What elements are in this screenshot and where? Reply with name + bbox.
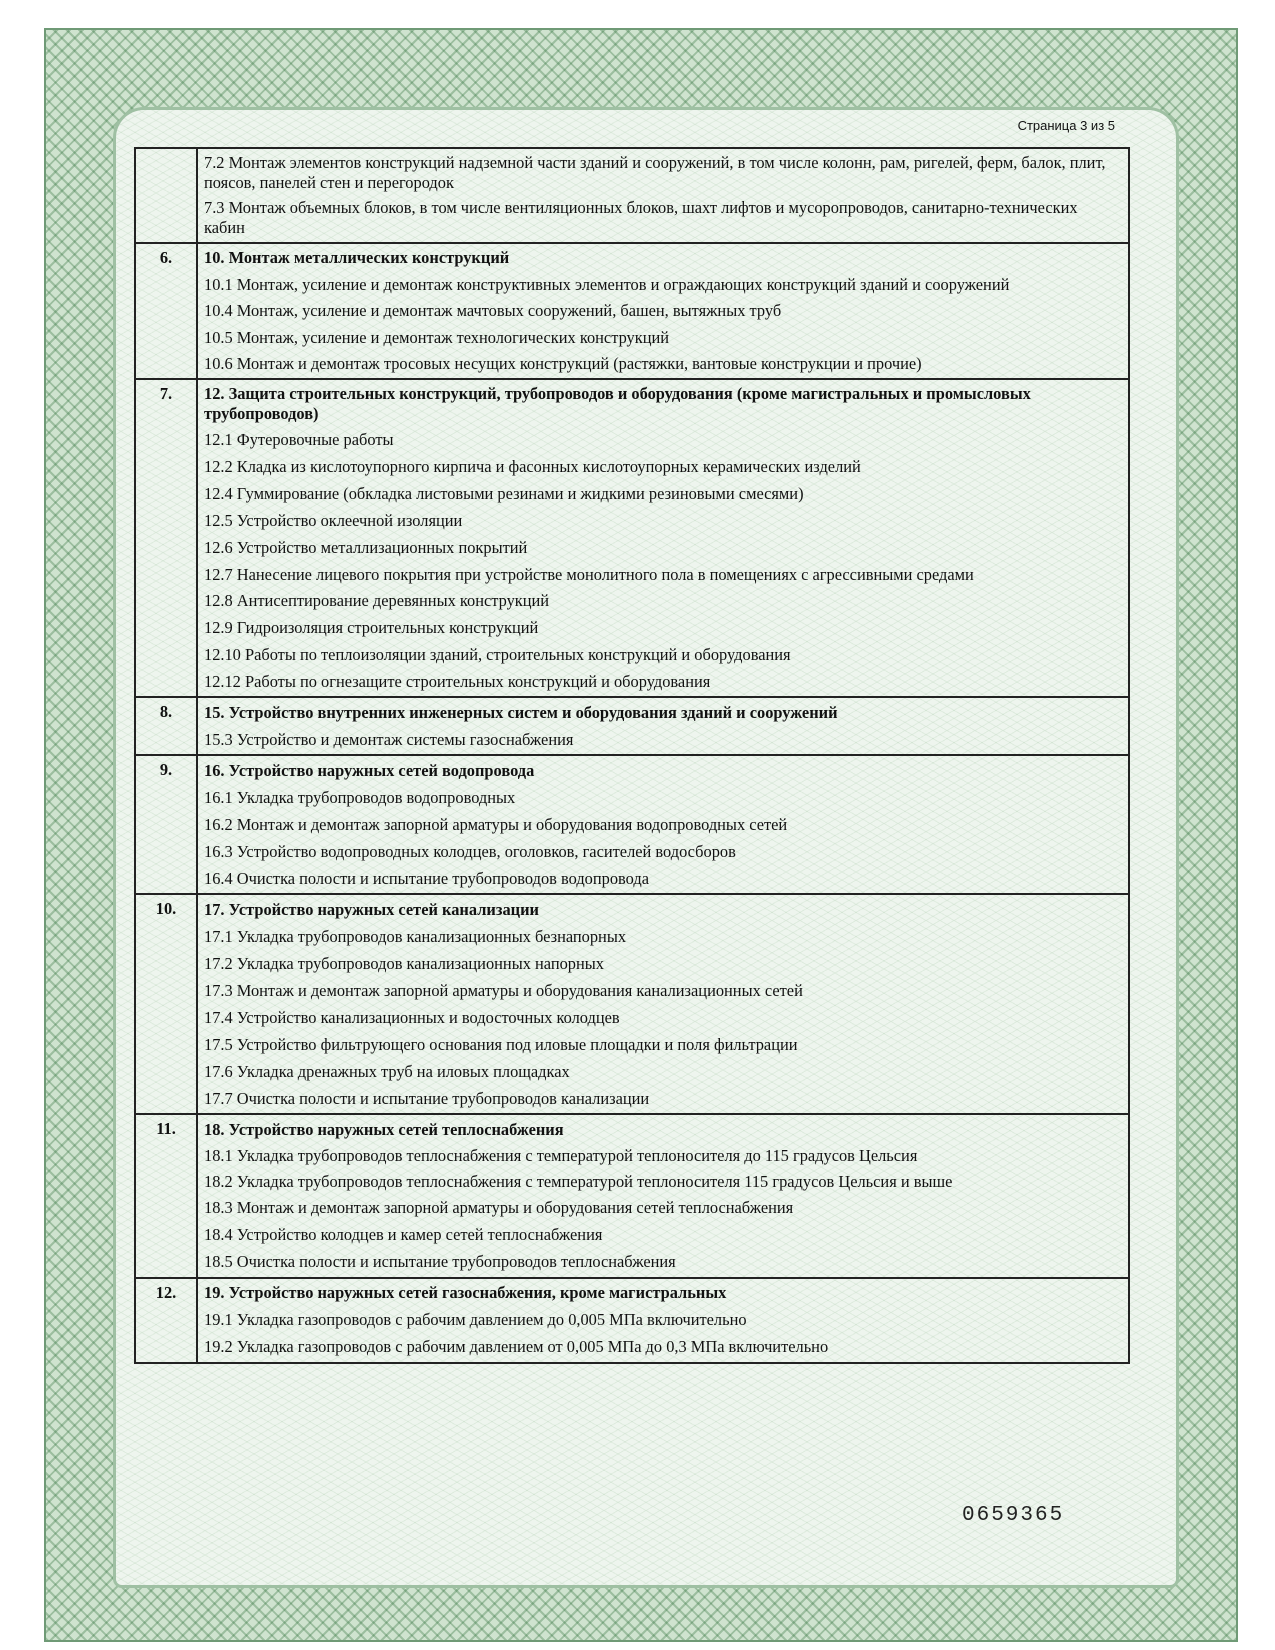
works-table <box>134 147 1130 1364</box>
work-item: 10.4 Монтаж, усиление и демонтаж мачтовых сооружений, башен, вытяжных труб <box>204 301 782 321</box>
work-item: 18.5 Очистка полости и испытание трубопроводов теплоснабжения <box>204 1252 676 1272</box>
work-item: 12.6 Устройство металлизационных покрытий <box>204 538 528 558</box>
section-title: 19. Устройство наружных сетей газоснабжения, кроме магистральных <box>204 1283 727 1303</box>
table-row <box>135 1278 1129 1363</box>
section-title: 15. Устройство внутренних инженерных систем и оборудования зданий и сооружений <box>204 702 838 722</box>
work-item: 17.1 Укладка трубопроводов канализационных безнапорных <box>204 926 627 946</box>
work-item: 12.10 Работы по теплоизоляции зданий, строительных конструкций и оборудования <box>204 644 791 664</box>
work-item: 12.5 Устройство оклеечной изоляции <box>204 511 463 531</box>
row-number: 9. <box>135 755 197 894</box>
work-item: 17.6 Укладка дренажных труб на иловых площадках <box>204 1061 570 1081</box>
serial-number: 0659365 <box>962 1504 1065 1527</box>
row-number: 10. <box>135 894 197 1114</box>
work-item: 12.2 Кладка из кислотоупорного кирпича и фасонных кислотоупорных керамических изделий <box>204 457 861 477</box>
table-row-continuation <box>135 148 1129 243</box>
work-item: 18.2 Укладка трубопроводов теплоснабжения с температурой теплоносителя 115 градусов Цельсия и выше <box>204 1171 953 1191</box>
work-item: 12.8 Антисептирование деревянных конструкций <box>204 590 550 610</box>
work-item: 12.7 Нанесение лицевого покрытия при устройстве монолитного пола в помещениях с агрессивными средами <box>204 564 974 584</box>
section-title: 17. Устройство наружных сетей канализации <box>204 899 539 919</box>
work-item: 16.4 Очистка полости и испытание трубопроводов водопровода <box>204 868 650 888</box>
work-item: 17.2 Укладка трубопроводов канализационных напорных <box>204 953 604 973</box>
work-item: 17.3 Монтаж и демонтаж запорной арматуры и оборудования канализационных сетей <box>204 980 803 1000</box>
work-item: 16.2 Монтаж и демонтаж запорной арматуры и оборудования водопроводных сетей <box>204 814 788 834</box>
table-row <box>135 1114 1129 1277</box>
work-item: 10.5 Монтаж, усиление и демонтаж технологических конструкций <box>204 328 670 348</box>
row-content <box>197 243 1129 379</box>
row-number: 7. <box>135 379 197 697</box>
work-item: 12.4 Гуммирование (обкладка листовыми резинами и жидкими резиновыми смесями) <box>204 484 804 504</box>
row-content <box>197 697 1129 755</box>
row-number: 12. <box>135 1278 197 1363</box>
page-number: Страница 3 из 5 <box>1017 118 1115 133</box>
work-item: 18.1 Укладка трубопроводов теплоснабжения с температурой теплоносителя до 115 градусов Цельсия <box>204 1146 918 1166</box>
row-content <box>197 1278 1129 1363</box>
row-number-empty <box>135 148 197 243</box>
table-row <box>135 697 1129 755</box>
table-row <box>135 755 1129 894</box>
work-item: 15.3 Устройство и демонтаж системы газоснабжения <box>204 729 574 749</box>
work-item: 18.3 Монтаж и демонтаж запорной арматуры и оборудования сетей теплоснабжения <box>204 1198 794 1218</box>
section-title: 16. Устройство наружных сетей водопровода <box>204 760 535 780</box>
row-content <box>197 894 1129 1114</box>
work-item: 7.2 Монтаж элементов конструкций надземной части зданий и сооружений, в том числе колонн, рам, ригелей, ферм, балок, плит, поясов, панелей стен и перегородок <box>204 153 1106 192</box>
row-content <box>197 1114 1129 1277</box>
work-item: 10.6 Монтаж и демонтаж тросовых несущих конструкций (растяжки, вантовые конструкции и прочие) <box>204 354 922 374</box>
work-item: 10.1 Монтаж, усиление и демонтаж конструктивных элементов и ограждающих конструкций зданий и сооружений <box>204 274 1010 294</box>
row-content <box>197 755 1129 894</box>
row-content <box>197 148 1129 243</box>
work-item: 19.2 Укладка газопроводов с рабочим давлением от 0,005 МПа до 0,3 МПа включительно <box>204 1337 829 1357</box>
work-item: 12.1 Футеровочные работы <box>204 430 394 450</box>
table-row <box>135 379 1129 697</box>
work-item: 16.1 Укладка трубопроводов водопроводных <box>204 787 516 807</box>
row-number: 11. <box>135 1114 197 1277</box>
row-number: 6. <box>135 243 197 379</box>
table-row <box>135 894 1129 1114</box>
work-item: 12.12 Работы по огнезащите строительных конструкций и оборудования <box>204 671 711 691</box>
work-item: 18.4 Устройство колодцев и камер сетей теплоснабжения <box>204 1225 603 1245</box>
section-title: 10. Монтаж металлических конструкций <box>204 248 510 268</box>
work-item: 16.3 Устройство водопроводных колодцев, оголовков, гасителей водосборов <box>204 841 736 861</box>
work-item: 7.3 Монтаж объемных блоков, в том числе вентиляционных блоков, шахт лифтов и мусоропроводов, санитарно-технических кабин <box>204 198 1078 238</box>
work-item: 12.9 Гидроизоляция строительных конструкций <box>204 617 539 637</box>
row-content <box>197 379 1129 697</box>
work-item: 17.4 Устройство канализационных и водосточных колодцев <box>204 1007 620 1027</box>
work-item: 17.5 Устройство фильтрующего основания под иловые площадки и поля фильтрации <box>204 1034 798 1054</box>
table-row <box>135 243 1129 379</box>
work-item: 17.7 Очистка полости и испытание трубопроводов канализации <box>204 1088 650 1108</box>
works-table-body <box>135 148 1129 1363</box>
section-title: 12. Защита строительных конструкций, трубопроводов и оборудования (кроме магистральных и промысловых трубопроводов) <box>204 384 1031 423</box>
row-number: 8. <box>135 697 197 755</box>
work-item: 19.1 Укладка газопроводов с рабочим давлением до 0,005 МПа включительно <box>204 1310 747 1330</box>
section-title: 18. Устройство наружных сетей теплоснабжения <box>204 1119 564 1139</box>
